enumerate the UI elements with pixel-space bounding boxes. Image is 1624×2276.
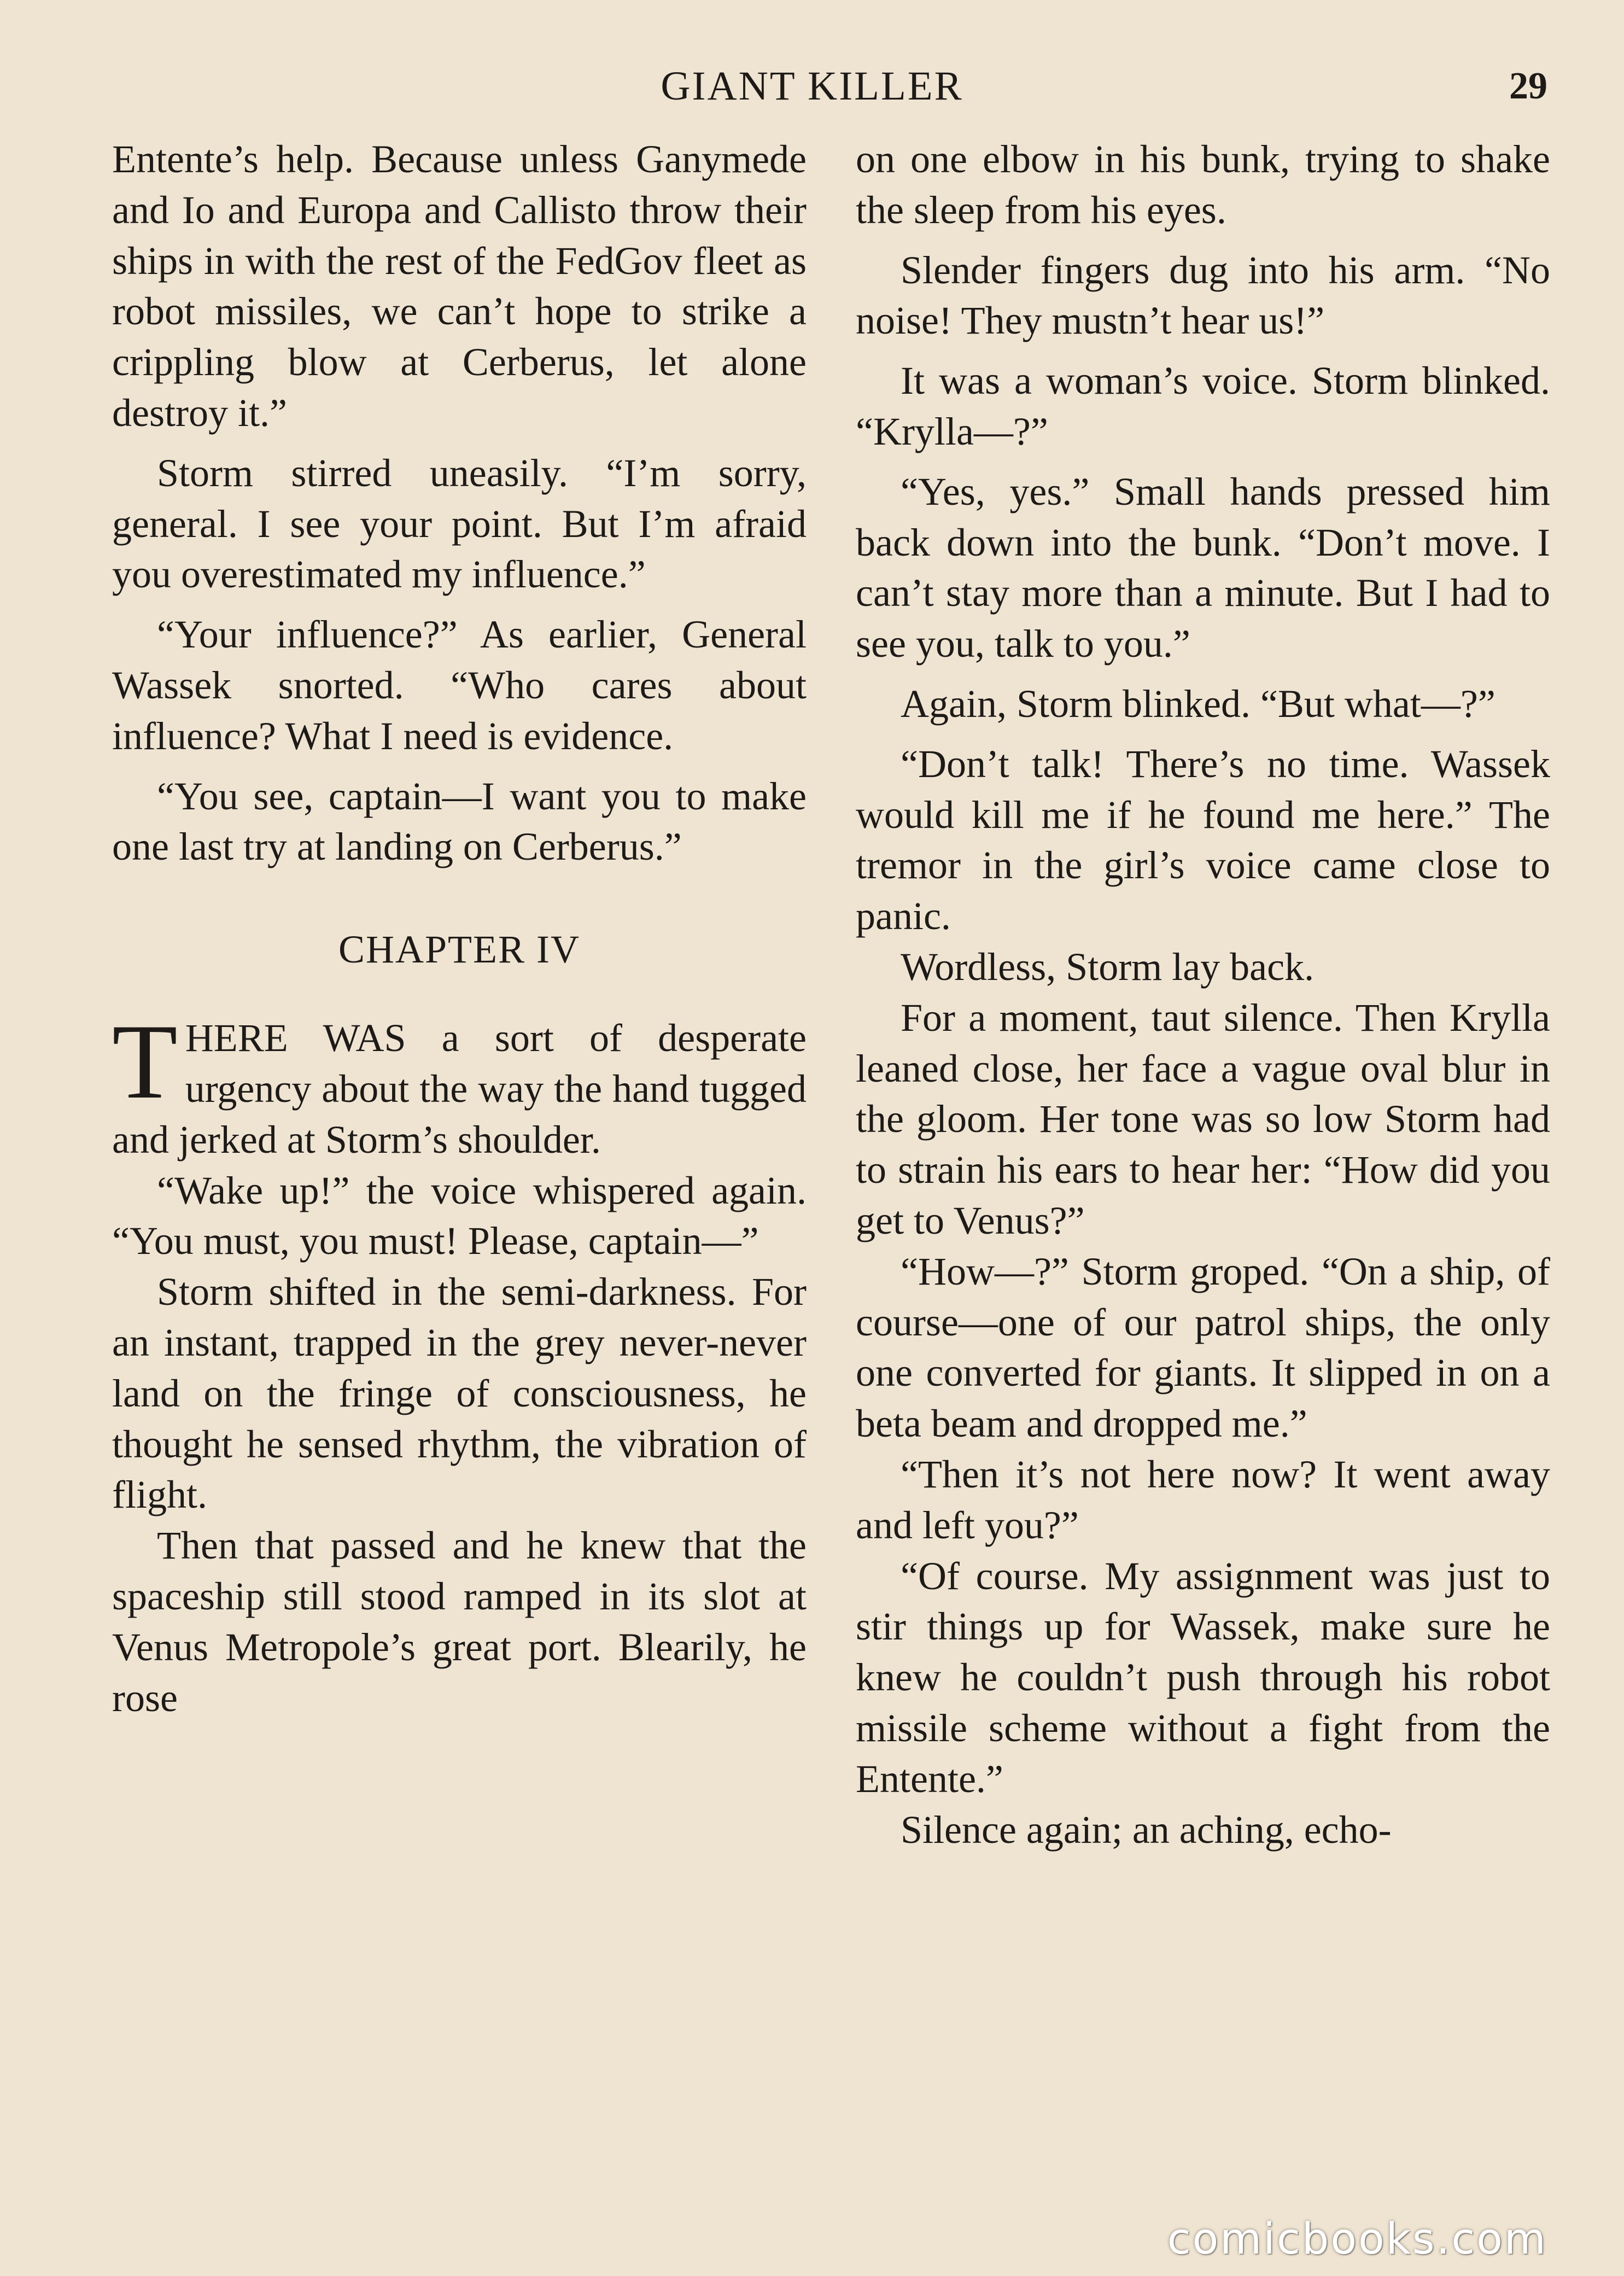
paragraph: “Wake up!” the voice whispered again. “You must, you must! Please, captain—”: [112, 1168, 807, 1263]
paragraph: Then that passed and he knew that the spaceship still stood ramped in its slot at Venus Metropole’s great port. Blearily, he rose: [112, 1524, 807, 1720]
paragraph: For a moment, taut silence. Then Krylla leaned close, her face a vague oval blur in the gloom. Her tone was so low Storm had to strain his ears to hear her: “How did you get to Venus?”: [856, 995, 1550, 1242]
paragraph: It was a woman’s voice. Storm blinked. “Krylla—?”: [856, 359, 1550, 453]
paragraph: Storm shifted in the semi-darkness. For an instant, trapped in the grey never-never land on the fringe of consciousness, he thought he sensed rhythm, the vibration of flight.: [112, 1270, 807, 1517]
chapter-heading: CHAPTER IV: [338, 927, 580, 972]
paragraph: “Your influence?” As earlier, General Wassek snorted. “Who cares about influence? What I need is evidence.: [112, 612, 807, 758]
paragraph: “Yes, yes.” Small hands pressed him back down into the bunk. “Don’t move. I can’t stay more than a minute. But I had to see you, talk to you.”: [856, 469, 1550, 666]
paragraph: “You see, captain—I want you to make one last try at landing on Cerberus.”: [112, 774, 807, 869]
right-column: [856, 134, 1550, 1855]
drop-cap: T: [112, 1002, 178, 1122]
watermark: comicbooks.com: [1167, 2215, 1547, 2264]
running-head: [0, 59, 1624, 114]
paragraph: “Don’t talk! There’s no time. Wassek would kill me if he found me here.” The tremor in the girl’s voice came close to panic.: [856, 742, 1550, 938]
chapter-opening-paragraph: [112, 1002, 807, 1165]
paragraph: Silence again; an aching, echo-: [901, 1807, 1392, 1852]
paragraph-text: a sort of desperate urgency about the way the hand tugged and jerked at Storm’s shoulder.: [112, 1016, 807, 1162]
paragraph: Slender fingers dug into his arm. “No noise! They mustn’t hear us!”: [856, 248, 1550, 343]
paragraph: Entente’s help. Because unless Ganymede and Io and Europa and Callisto throw their ships in with the rest of the FedGov fleet as robot missiles, we can’t hope to strike a crippling blow at Cerberus, let alone destroy it.”: [112, 137, 807, 435]
left-column: [112, 134, 807, 1723]
running-title: GIANT KILLER: [661, 63, 963, 109]
paragraph: “Of course. My assignment was just to stir things up for Wassek, make sure he knew he couldn’t push through his robot missile scheme without a fight from the Entente.”: [856, 1554, 1550, 1801]
paragraph: “How—?” Storm groped. “On a ship, of course—one of our patrol ships, the only one converted for giants. It slipped in on a beta beam and dropped me.”: [856, 1249, 1550, 1446]
small-caps-lead: HERE WAS: [185, 1016, 406, 1060]
page-number: 29: [1509, 65, 1547, 107]
paragraph: Again, Storm blinked. “But what—?”: [901, 681, 1496, 726]
paragraph: on one elbow in his bunk, trying to shake the sleep from his eyes.: [856, 137, 1550, 232]
paragraph: Storm stirred uneasily. “I’m sorry, general. I see your point. But I’m afraid you overestimated my influence.”: [112, 451, 807, 597]
paragraph: “Then it’s not here now? It went away and left you?”: [856, 1452, 1550, 1547]
paragraph: Wordless, Storm lay back.: [901, 944, 1315, 989]
